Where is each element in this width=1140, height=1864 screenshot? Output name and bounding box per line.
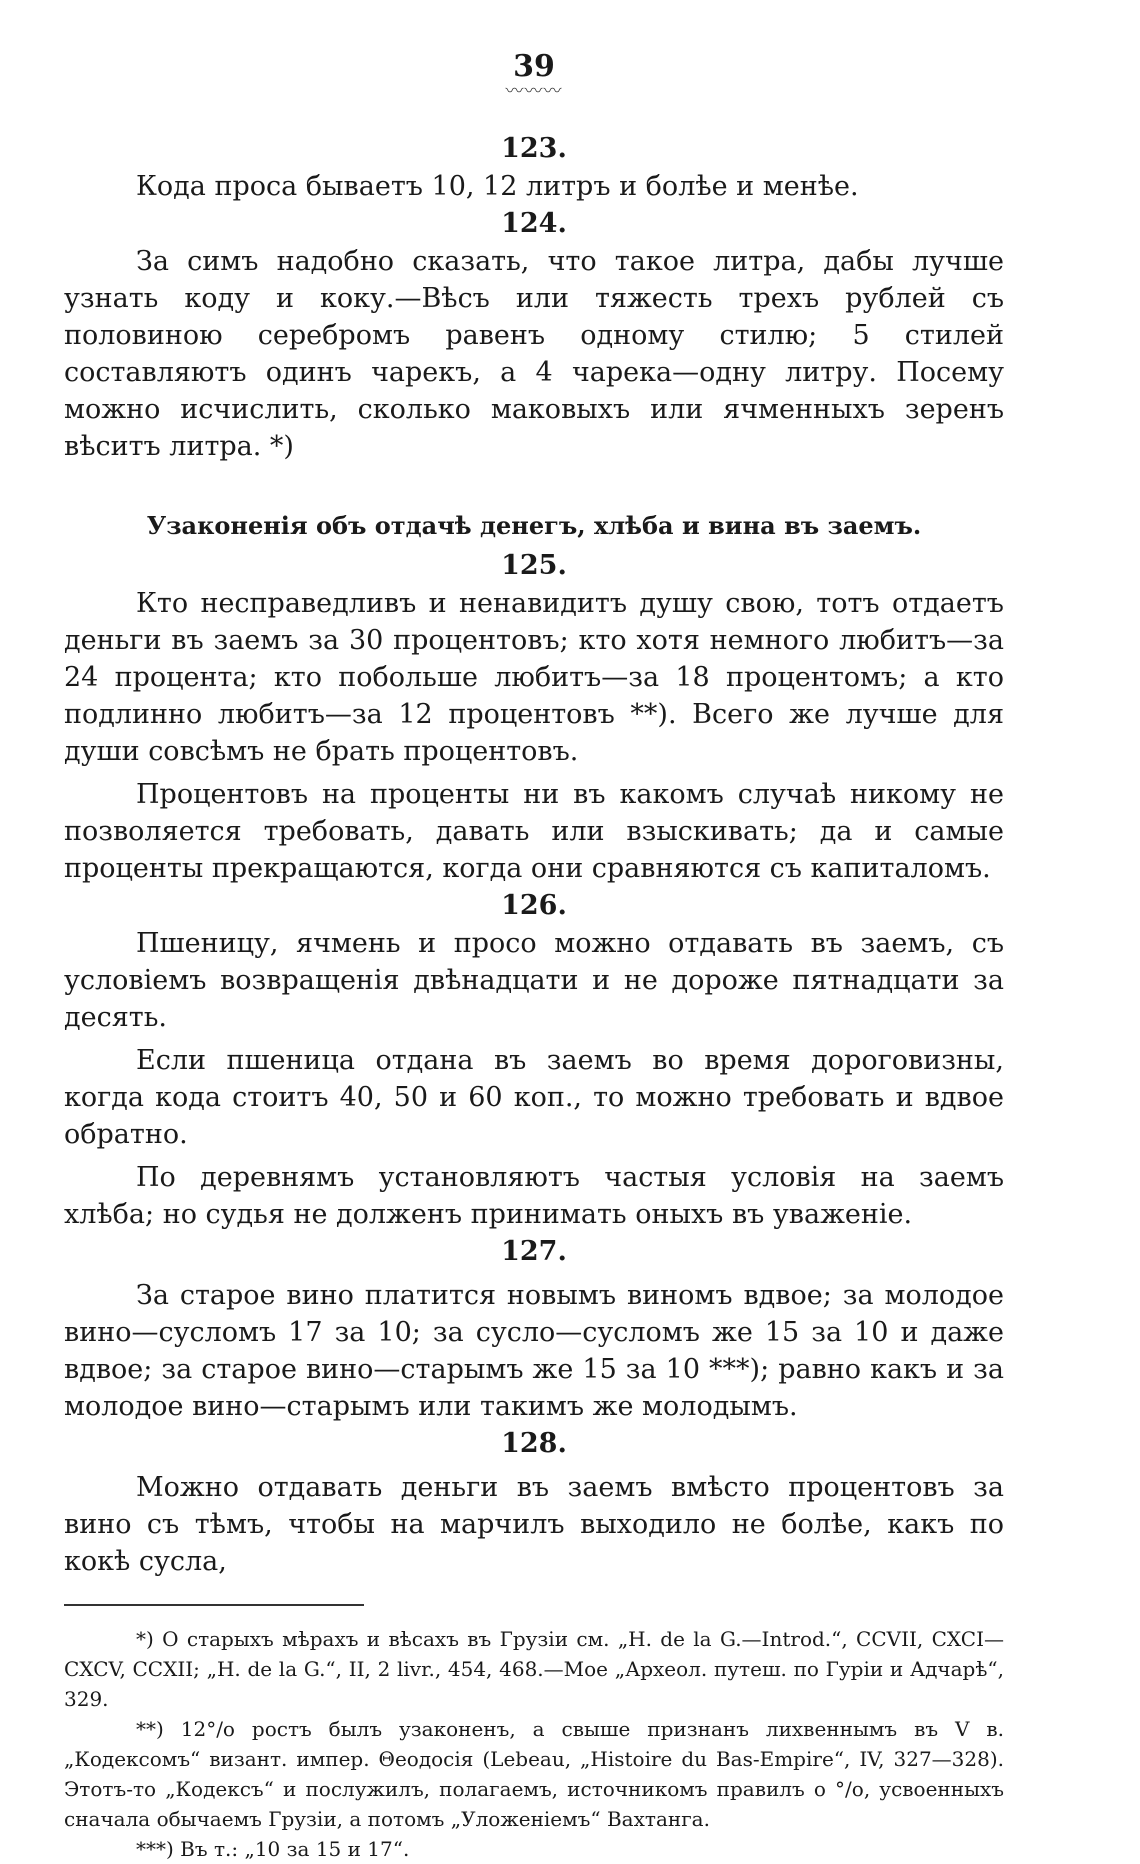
section-126-paragraph-3: По деревнямъ установляютъ частыя условія на заемъ хлѣба; но судья не долженъ принимать оныхъ въ уваженіе. — [64, 1162, 1004, 1230]
footnote-divider — [64, 1604, 364, 1606]
footnote-1: *) О старыхъ мѣрахъ и вѣсахъ въ Грузіи см. „H. de la G.—Introd.“, CCVII, CXCI—CXCV, CCXII; „H. de la G.“, II, 2 livr., 454, 468.—Мое „Археол. путеш. по Гуріи и Адчарѣ“, 329. — [64, 1627, 1004, 1711]
section-126-paragraph-1: Пшеницу, ячмень и просо можно отдавать въ заемъ, съ условіемъ возвращенія двѣнадцати и не дороже пятнадцати за десять. — [64, 928, 1004, 1033]
section-127-paragraph: За старое вино платится новымъ виномъ вдвое; за молодое вино—сусломъ 17 за 10; за сусло—сусломъ же 15 за 10 и даже вдвое; за старое вино—старымъ же 15 за 10 ***); равно какъ и за молодое вино—старымъ или такимъ же молодымъ. — [64, 1280, 1004, 1422]
section-125-paragraph-2: Процентовъ на проценты ни въ какомъ случаѣ никому не позволяется требовать, давать или взыскивать; да и самые проценты прекращаются, когда они сравняются съ капиталомъ. — [64, 779, 1004, 884]
page-number: 39 — [513, 49, 555, 84]
footnote-3: ***) Въ т.: „10 за 15 и 17“. — [136, 1837, 410, 1861]
section-124-paragraph: За симъ надобно сказать, что такое литра, дабы лучше узнать коду и коку.—Вѣсъ или тяжесть трехъ рублей съ половиною серебромъ равенъ одному стилю; 5 стилей составляютъ одинъ чарекъ, а 4 чарека—одну литру. Посему можно исчислить, сколько маковыхъ или ячменныхъ зеренъ вѣситъ литра. *) — [64, 246, 1004, 462]
section-number-125: 125. — [501, 550, 567, 581]
chapter-heading: Узаконенія объ отдачѣ денегъ, хлѣба и вина въ заемъ. — [146, 511, 922, 540]
section-123-paragraph: Кода проса бываетъ 10, 12 литръ и болѣе и менѣе. — [136, 171, 859, 202]
section-number-128: 128. — [501, 1428, 567, 1459]
document-page — [64, 49, 1004, 1861]
section-126-paragraph-2: Если пшеница отдана въ заемъ во время дороговизны, когда кода стоитъ 40, 50 и 60 коп., то можно требовать и вдвое обратно. — [64, 1045, 1004, 1150]
section-number-124: 124. — [501, 208, 567, 239]
section-number-127: 127. — [501, 1236, 567, 1267]
section-128-paragraph: Можно отдавать деньги въ заемъ вмѣсто процентовъ за вино съ тѣмъ, чтобы на марчилъ выходило не болѣе, какъ по кокѣ сусла, — [64, 1472, 1004, 1577]
section-125-paragraph-1: Кто несправедливъ и ненавидитъ душу свою, тотъ отдаетъ деньги въ заемъ за 30 процентовъ; кто хотя немного любитъ—за 24 процента; кто побольше любитъ—за 18 процентомъ; а кто подлинно любитъ—за 12 процентовъ **). Всего же лучше для души совсѣмъ не брать процентовъ. — [64, 588, 1004, 767]
footnote-2: **) 12°/o ростъ былъ узаконенъ, а свыше признанъ лихвеннымъ въ V в. „Кодексомъ“ визант. импер. Θеодосія (Lebeau, „Histoire du Bas-Empire“, IV, 327—328). Этотъ-то „Кодексъ“ и послужилъ, полагаемъ, источникомъ правилъ о °/o, усвоенныхъ сначала обычаемъ Грузіи, а потомъ „Уложеніемъ“ Вахтанга. — [64, 1717, 1004, 1831]
page-number-ornament: 〰〰〰 — [505, 81, 563, 102]
section-number-123: 123. — [501, 133, 567, 164]
section-number-126: 126. — [501, 890, 567, 921]
